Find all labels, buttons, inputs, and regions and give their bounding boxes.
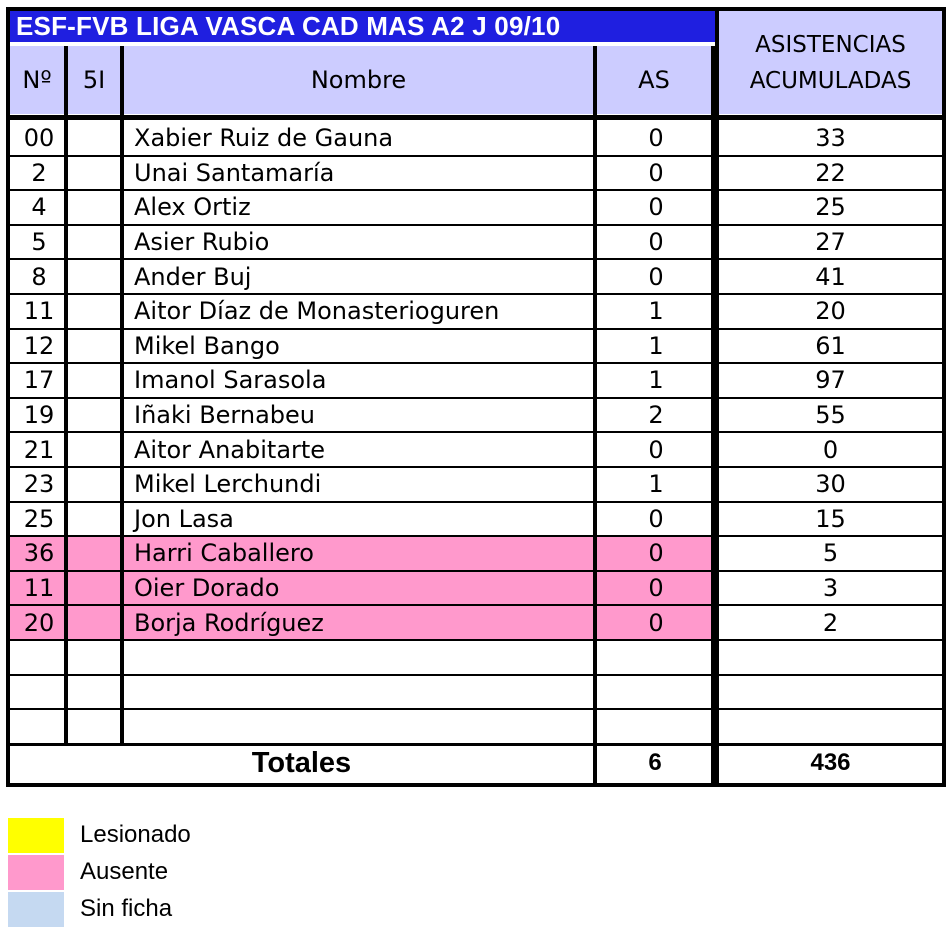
cell-as: 2 xyxy=(648,401,664,430)
header-rule xyxy=(6,115,946,120)
cell-acc: 97 xyxy=(815,366,846,395)
cell-acc: 3 xyxy=(822,574,839,603)
cell-acc: 55 xyxy=(815,401,846,430)
row-rule xyxy=(10,189,942,191)
cell-as: 0 xyxy=(648,262,664,291)
cell-name: Aitor Díaz de Monasterioguren xyxy=(134,297,500,326)
col-rule-num xyxy=(64,46,68,744)
row-rule xyxy=(10,535,942,537)
totals-label: Totales xyxy=(251,746,352,779)
cell-5i xyxy=(68,536,124,571)
cell-acc: 0 xyxy=(822,435,839,464)
cell-acc xyxy=(719,640,942,675)
legend-swatch xyxy=(8,892,64,927)
cell-5i xyxy=(68,398,124,433)
row-rule xyxy=(10,708,942,710)
cell-name: Alex Ortiz xyxy=(134,193,251,222)
header-as: AS xyxy=(597,46,711,114)
row-rule xyxy=(10,466,942,468)
row-rule xyxy=(10,431,942,433)
legend-item xyxy=(8,854,168,890)
cell-num: 25 xyxy=(23,504,55,533)
cell-5i xyxy=(68,467,124,502)
cell-as: 1 xyxy=(648,366,664,395)
cell-acc: 15 xyxy=(815,504,846,533)
cell-name: Mikel Bango xyxy=(134,331,280,360)
cell-num xyxy=(10,640,68,675)
cell-as: 0 xyxy=(648,228,664,257)
cell-num: 2 xyxy=(31,158,47,187)
totals-acc: 436 xyxy=(810,749,851,776)
table-frame-bottom xyxy=(6,783,946,787)
cell-5i xyxy=(68,156,124,191)
legend-label: Sin ficha xyxy=(80,895,173,922)
row-rule xyxy=(10,570,942,572)
cell-name: Oier Dorado xyxy=(124,571,597,606)
row-rule xyxy=(10,501,942,503)
cell-as xyxy=(597,675,715,710)
cell-acc: 2 xyxy=(822,608,839,637)
cell-name: Jon Lasa xyxy=(134,504,234,533)
cell-as: 0 xyxy=(648,435,664,464)
totals-rule xyxy=(6,743,946,746)
cell-name xyxy=(124,640,597,675)
cell-5i xyxy=(68,121,124,156)
col-rule-name xyxy=(593,46,597,783)
cell-num: 17 xyxy=(23,366,55,395)
cell-acc: 5 xyxy=(822,539,839,568)
cell-acc xyxy=(719,709,942,744)
stats-sheet xyxy=(6,7,946,787)
cell-name: Asier Rubio xyxy=(134,228,270,257)
header-acumuladas xyxy=(719,11,942,114)
row-rule xyxy=(10,397,942,399)
row-rule xyxy=(10,293,942,295)
cell-as: 0 xyxy=(597,571,715,606)
cell-5i xyxy=(68,709,124,744)
cell-name: Unai Santamaría xyxy=(134,158,335,187)
cell-acc: 20 xyxy=(815,297,846,326)
cell-num: 21 xyxy=(23,435,55,464)
header-acc-line1: ASISTENCIAS xyxy=(755,31,906,58)
col-rule-5i xyxy=(120,46,124,744)
row-rule xyxy=(10,639,942,641)
sheet-title: ESF-FVB LIGA VASCA CAD MAS A2 J 09/10 xyxy=(10,11,715,42)
col-rule-as xyxy=(711,46,715,783)
cell-num: 5 xyxy=(31,228,47,257)
cell-5i xyxy=(68,294,124,329)
cell-name xyxy=(124,675,597,710)
legend-label: Lesionado xyxy=(80,821,191,848)
cell-acc: 22 xyxy=(815,158,846,187)
cell-5i xyxy=(68,190,124,225)
cell-name: Harri Caballero xyxy=(124,536,597,571)
row-rule xyxy=(10,224,942,226)
cell-acc: 27 xyxy=(815,228,846,257)
cell-acc: 33 xyxy=(815,124,846,153)
cell-num: 4 xyxy=(31,193,47,222)
cell-name: Mikel Lerchundi xyxy=(134,470,322,499)
header-name: Nombre xyxy=(124,46,593,114)
cell-as: 1 xyxy=(648,331,664,360)
cell-as: 1 xyxy=(648,470,664,499)
row-rule xyxy=(10,604,942,606)
legend-item xyxy=(8,891,172,927)
cell-5i xyxy=(68,502,124,537)
cell-name: Imanol Sarasola xyxy=(134,366,327,395)
cell-name: Iñaki Bernabeu xyxy=(134,401,315,430)
header-5i: 5I xyxy=(68,46,120,114)
totals-as: 6 xyxy=(648,749,662,776)
cell-num: 12 xyxy=(23,331,55,360)
cell-num: 23 xyxy=(23,470,55,499)
header-num: Nº xyxy=(10,46,64,114)
legend-item xyxy=(8,817,191,853)
cell-as: 0 xyxy=(597,605,715,640)
cell-5i xyxy=(68,329,124,364)
cell-num: 20 xyxy=(10,605,68,640)
cell-num: 11 xyxy=(10,571,68,606)
cell-as xyxy=(597,709,715,744)
cell-5i xyxy=(68,675,124,710)
cell-acc: 25 xyxy=(815,193,846,222)
row-rule xyxy=(10,328,942,330)
acc-frame-right xyxy=(942,7,946,787)
cell-as: 0 xyxy=(648,124,664,153)
legend-swatch xyxy=(8,855,64,890)
cell-5i xyxy=(68,259,124,294)
cell-5i xyxy=(68,432,124,467)
cell-5i xyxy=(68,225,124,260)
cell-num: 36 xyxy=(10,536,68,571)
cell-as: 0 xyxy=(597,536,715,571)
cell-5i xyxy=(68,571,124,606)
cell-as xyxy=(597,640,715,675)
cell-num: 8 xyxy=(31,262,47,291)
cell-name xyxy=(124,709,597,744)
cell-as: 0 xyxy=(648,158,664,187)
cell-5i xyxy=(68,640,124,675)
row-rule xyxy=(10,674,942,676)
header-acc-line2: ACUMULADAS xyxy=(749,67,912,94)
cell-acc: 61 xyxy=(815,331,846,360)
cell-5i xyxy=(68,363,124,398)
cell-num: 19 xyxy=(23,401,55,430)
cell-acc: 41 xyxy=(815,262,846,291)
cell-acc xyxy=(719,675,942,710)
cell-num xyxy=(10,675,68,710)
cell-as: 0 xyxy=(648,193,664,222)
cell-acc: 30 xyxy=(815,470,846,499)
row-rule xyxy=(10,258,942,260)
cell-name: Xabier Ruiz de Gauna xyxy=(134,124,394,153)
row-rule xyxy=(10,155,942,157)
cell-as: 1 xyxy=(648,297,664,326)
cell-num: 00 xyxy=(23,124,55,153)
cell-name: Ander Buj xyxy=(134,262,252,291)
cell-name: Aitor Anabitarte xyxy=(134,435,326,464)
cell-as: 0 xyxy=(648,504,664,533)
cell-name: Borja Rodríguez xyxy=(124,605,597,640)
cell-num xyxy=(10,709,68,744)
row-rule xyxy=(10,362,942,364)
cell-5i xyxy=(68,605,124,640)
cell-num: 11 xyxy=(23,297,55,326)
legend-swatch xyxy=(8,818,64,853)
legend-label: Ausente xyxy=(80,858,169,885)
